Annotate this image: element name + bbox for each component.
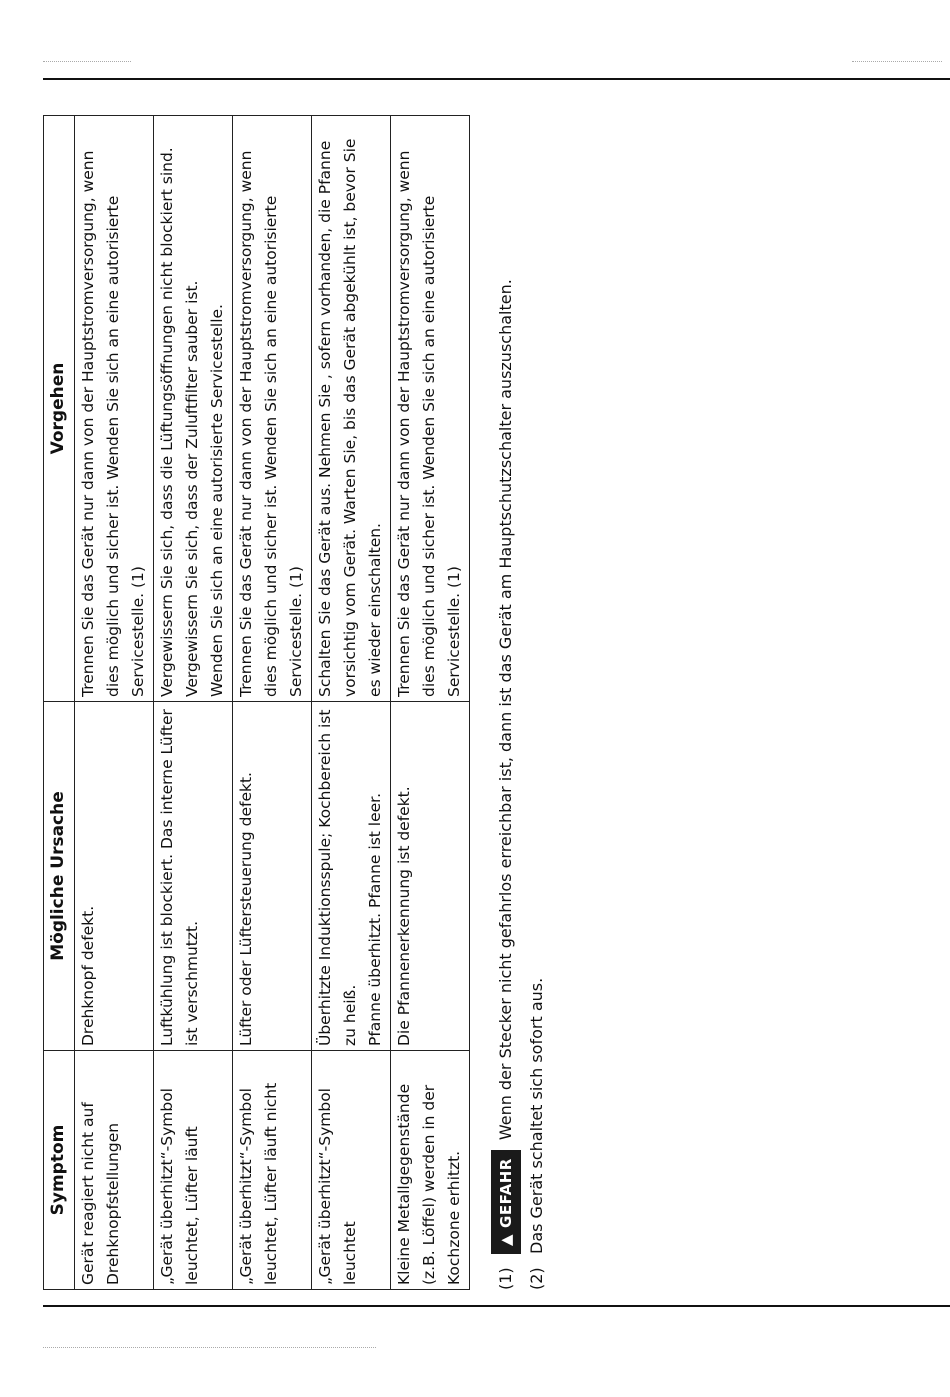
footnote-number: (1) (496, 1267, 515, 1290)
table-row (233, 116, 312, 1290)
cause-text: Lüfter oder Lüftersteuerung defekt. (237, 772, 255, 1046)
danger-badge (491, 1150, 521, 1254)
header-cause: Mögliche Ursache (44, 702, 75, 1051)
symptom-cell: „Gerät überhitzt“-Symbol leuchtet, Lüfter läuft (154, 1051, 233, 1290)
footer-dots (43, 1347, 376, 1348)
footnote-number: (2) (527, 1267, 546, 1290)
action-cell (391, 116, 470, 702)
header-rule (43, 78, 950, 80)
cause-cell (154, 702, 233, 1051)
table-row (312, 116, 391, 1290)
action-text: Wenden Sie sich an eine autorisierte Servicestelle. (208, 304, 226, 697)
footnote-1 (491, 115, 521, 1290)
cause-text: Drehknopf defekt. (79, 905, 97, 1046)
table-row (154, 116, 233, 1290)
action-text: Trennen Sie das Gerät nur dann von der Hauptstromversorgung, wenn dies möglich und sicher ist. Wenden Sie sich an eine autorisierte Servicestelle. (1) (395, 150, 463, 697)
symptom-cell: „Gerät überhitzt“-Symbol leuchtet (312, 1051, 391, 1290)
rotated-content (43, 115, 563, 1290)
action-cell (312, 116, 391, 702)
cause-text: Luftkühlung ist blockiert. Das interne Lüfter ist verschmutzt. (158, 709, 201, 1046)
header-dots-right (852, 61, 942, 62)
footer-rule (43, 1305, 950, 1307)
action-text: Trennen Sie das Gerät nur dann von der Hauptstromversorgung, wenn dies möglich und sicher ist. Wenden Sie sich an eine autorisierte Servicestelle. (1) (79, 150, 147, 697)
troubleshooting-table (43, 115, 470, 1290)
action-cell (75, 116, 154, 702)
footnote-2 (524, 115, 550, 1290)
cause-text: Pfanne überhitzt. Pfanne ist leer. (366, 792, 384, 1046)
action-text: Trennen Sie das Gerät nur dann von der Hauptstromversorgung, wenn dies möglich und sicher ist. Wenden Sie sich an eine autorisierte Servicestelle. (1) (237, 150, 305, 697)
footnote-text: Das Gerät schaltet sich sofort aus. (527, 977, 546, 1254)
symptom-cell: Gerät reagiert nicht auf Drehknopfstellungen (75, 1051, 154, 1290)
cause-cell (75, 702, 154, 1051)
symptom-cell: „Gerät überhitzt“-Symbol leuchtet, Lüfter läuft nicht (233, 1051, 312, 1290)
header-dots-left (43, 61, 131, 62)
cause-cell (391, 702, 470, 1051)
cause-text: Überhitzte Induktionsspule; Kochbereich ist zu heiß. (316, 709, 359, 1046)
cause-cell (233, 702, 312, 1051)
symptom-cell: Kleine Metallgegenstände (z.B. Löffel) werden in der Kochzone erhitzt. (391, 1051, 470, 1290)
table-header-row (44, 116, 75, 1290)
footnotes (491, 115, 553, 1290)
footnote-text: Wenn der Stecker nicht gefahrlos erreichbar ist, dann ist das Gerät am Hauptschutzschalter auszuschalten. (496, 279, 515, 1141)
cause-text: Die Pfannenerkennung ist defekt. (395, 786, 413, 1046)
warning-triangle-icon: ▲ (497, 1233, 515, 1246)
table-row (75, 116, 154, 1290)
header-action: Vorgehen (44, 116, 75, 702)
action-text: Vergewissern Sie sich, dass die Lüftungsöffnungen nicht blockiert sind. Vergewissern Sie sich, dass der Zuluftfilter sauber ist. (158, 147, 201, 697)
action-cell (154, 116, 233, 702)
table-row (391, 116, 470, 1290)
action-cell (233, 116, 312, 702)
cause-cell (312, 702, 391, 1051)
action-text: Schalten Sie das Gerät aus. Nehmen Sie , sofern vorhanden, die Pfanne vorsichtig vom Gerät. Warten Sie, bis das Gerät abgekühlt ist, bevor Sie es wieder einschalten. (316, 138, 384, 697)
danger-badge-label: GEFAHR (497, 1158, 515, 1228)
header-symptom: Symptom (44, 1051, 75, 1290)
